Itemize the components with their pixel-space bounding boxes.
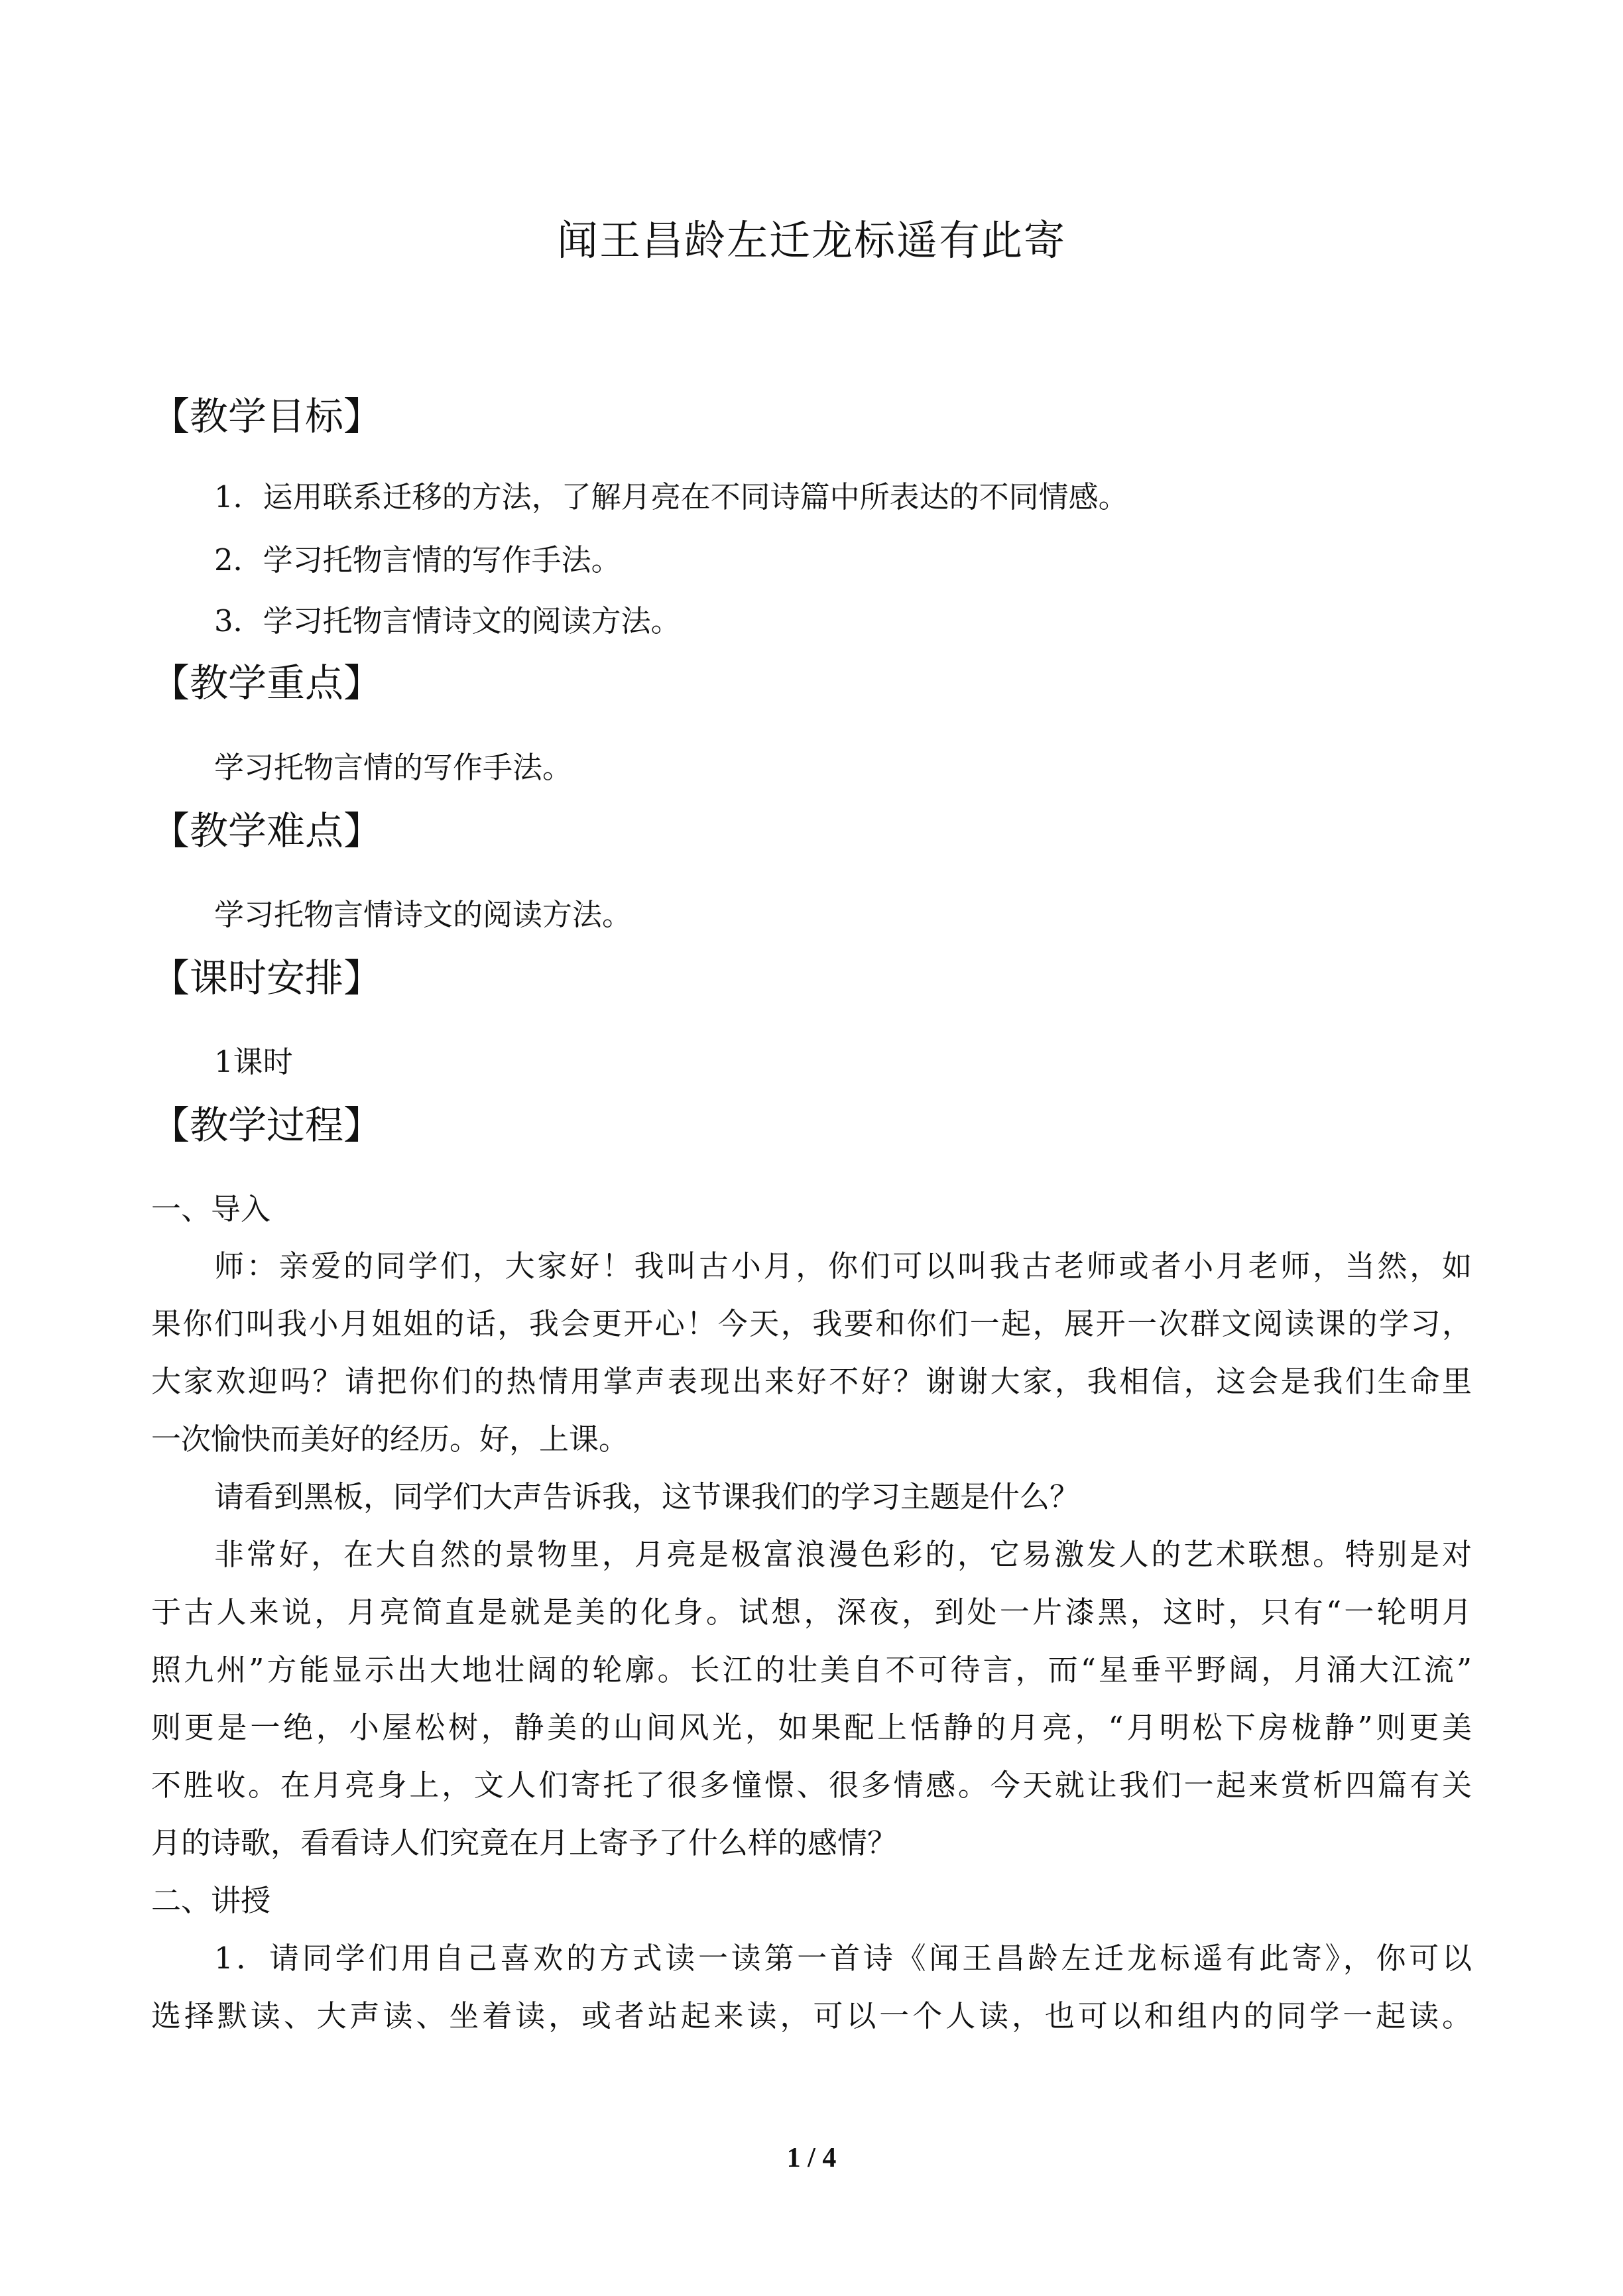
heading-key-points: 【教学重点】	[151, 660, 383, 705]
para3-line-4: 则更是一绝，小屋松树，静美的山间风光，如果配上恬静的月亮，“月明松下房栊静”则更美	[151, 1710, 1472, 1745]
para3-line-2: 于古人来说，月亮简直是就是美的化身。试想，深夜，到处一片漆黑，这时，只有“一轮明月	[151, 1595, 1472, 1630]
page-number: 1 / 4	[786, 2143, 837, 2173]
para4-line-2: 选择默读、大声读、坐着读，或者站起来读，可以一个人读，也可以和组内的同学一起读。	[151, 1998, 1472, 2033]
part1-title: 一、导入	[151, 1191, 271, 1227]
part2-title: 二、讲授	[151, 1883, 271, 1918]
objective-item-3: 3．学习托物言情诗文的阅读方法。	[214, 603, 681, 638]
para3-line-1: 非常好，在大自然的景物里，月亮是极富浪漫色彩的，它易激发人的艺术联想。特别是对	[214, 1537, 1472, 1572]
difficulties-text: 学习托物言情诗文的阅读方法。	[214, 897, 632, 932]
key-points-text: 学习托物言情的写作手法。	[214, 750, 573, 785]
para1-line-1: 师：亲爱的同学们，大家好！我叫古小月，你们可以叫我古老师或者小月老师，当然，如	[214, 1248, 1472, 1284]
heading-process: 【教学过程】	[151, 1103, 383, 1148]
para2-text: 请看到黑板，同学们大声告诉我，这节课我们的学习主题是什么？	[214, 1479, 1080, 1514]
objective-item-2: 2．学习托物言情的写作手法。	[214, 542, 621, 577]
schedule-text: 1课时	[214, 1044, 293, 1079]
para1-line-2: 果你们叫我小月姐姐的话，我会更开心！今天，我要和你们一起，展开一次群文阅读课的学习，	[151, 1306, 1472, 1341]
para1-line-3: 大家欢迎吗？请把你们的热情用掌声表现出来好不好？谢谢大家，我相信，这会是我们生命里	[151, 1364, 1472, 1399]
document-title: 闻王昌龄左迁龙标遥有此寄	[556, 216, 1066, 265]
para3-line-3: 照九州”方能显示出大地壮阔的轮廓。长江的壮美自不可待言，而“星垂平野阔，月涌大江流”	[151, 1652, 1472, 1687]
heading-schedule: 【课时安排】	[151, 955, 383, 1000]
para3-line-5: 不胜收。在月亮身上，文人们寄托了很多憧憬、很多情感。今天就让我们一起来赏析四篇有关	[151, 1768, 1472, 1803]
heading-objectives: 【教学目标】	[151, 394, 383, 439]
para1-line-4: 一次愉快而美好的经历。好，上课。	[151, 1421, 629, 1457]
objective-item-1: 1．运用联系迁移的方法，了解月亮在不同诗篇中所表达的不同情感。	[214, 479, 1128, 514]
heading-difficulties: 【教学难点】	[151, 808, 383, 853]
para3-line-6: 月的诗歌，看看诗人们究竟在月上寄予了什么样的感情？	[151, 1825, 898, 1860]
para4-line-1: 1．请同学们用自己喜欢的方式读一读第一首诗《闻王昌龄左迁龙标遥有此寄》，你可以	[214, 1941, 1472, 1976]
